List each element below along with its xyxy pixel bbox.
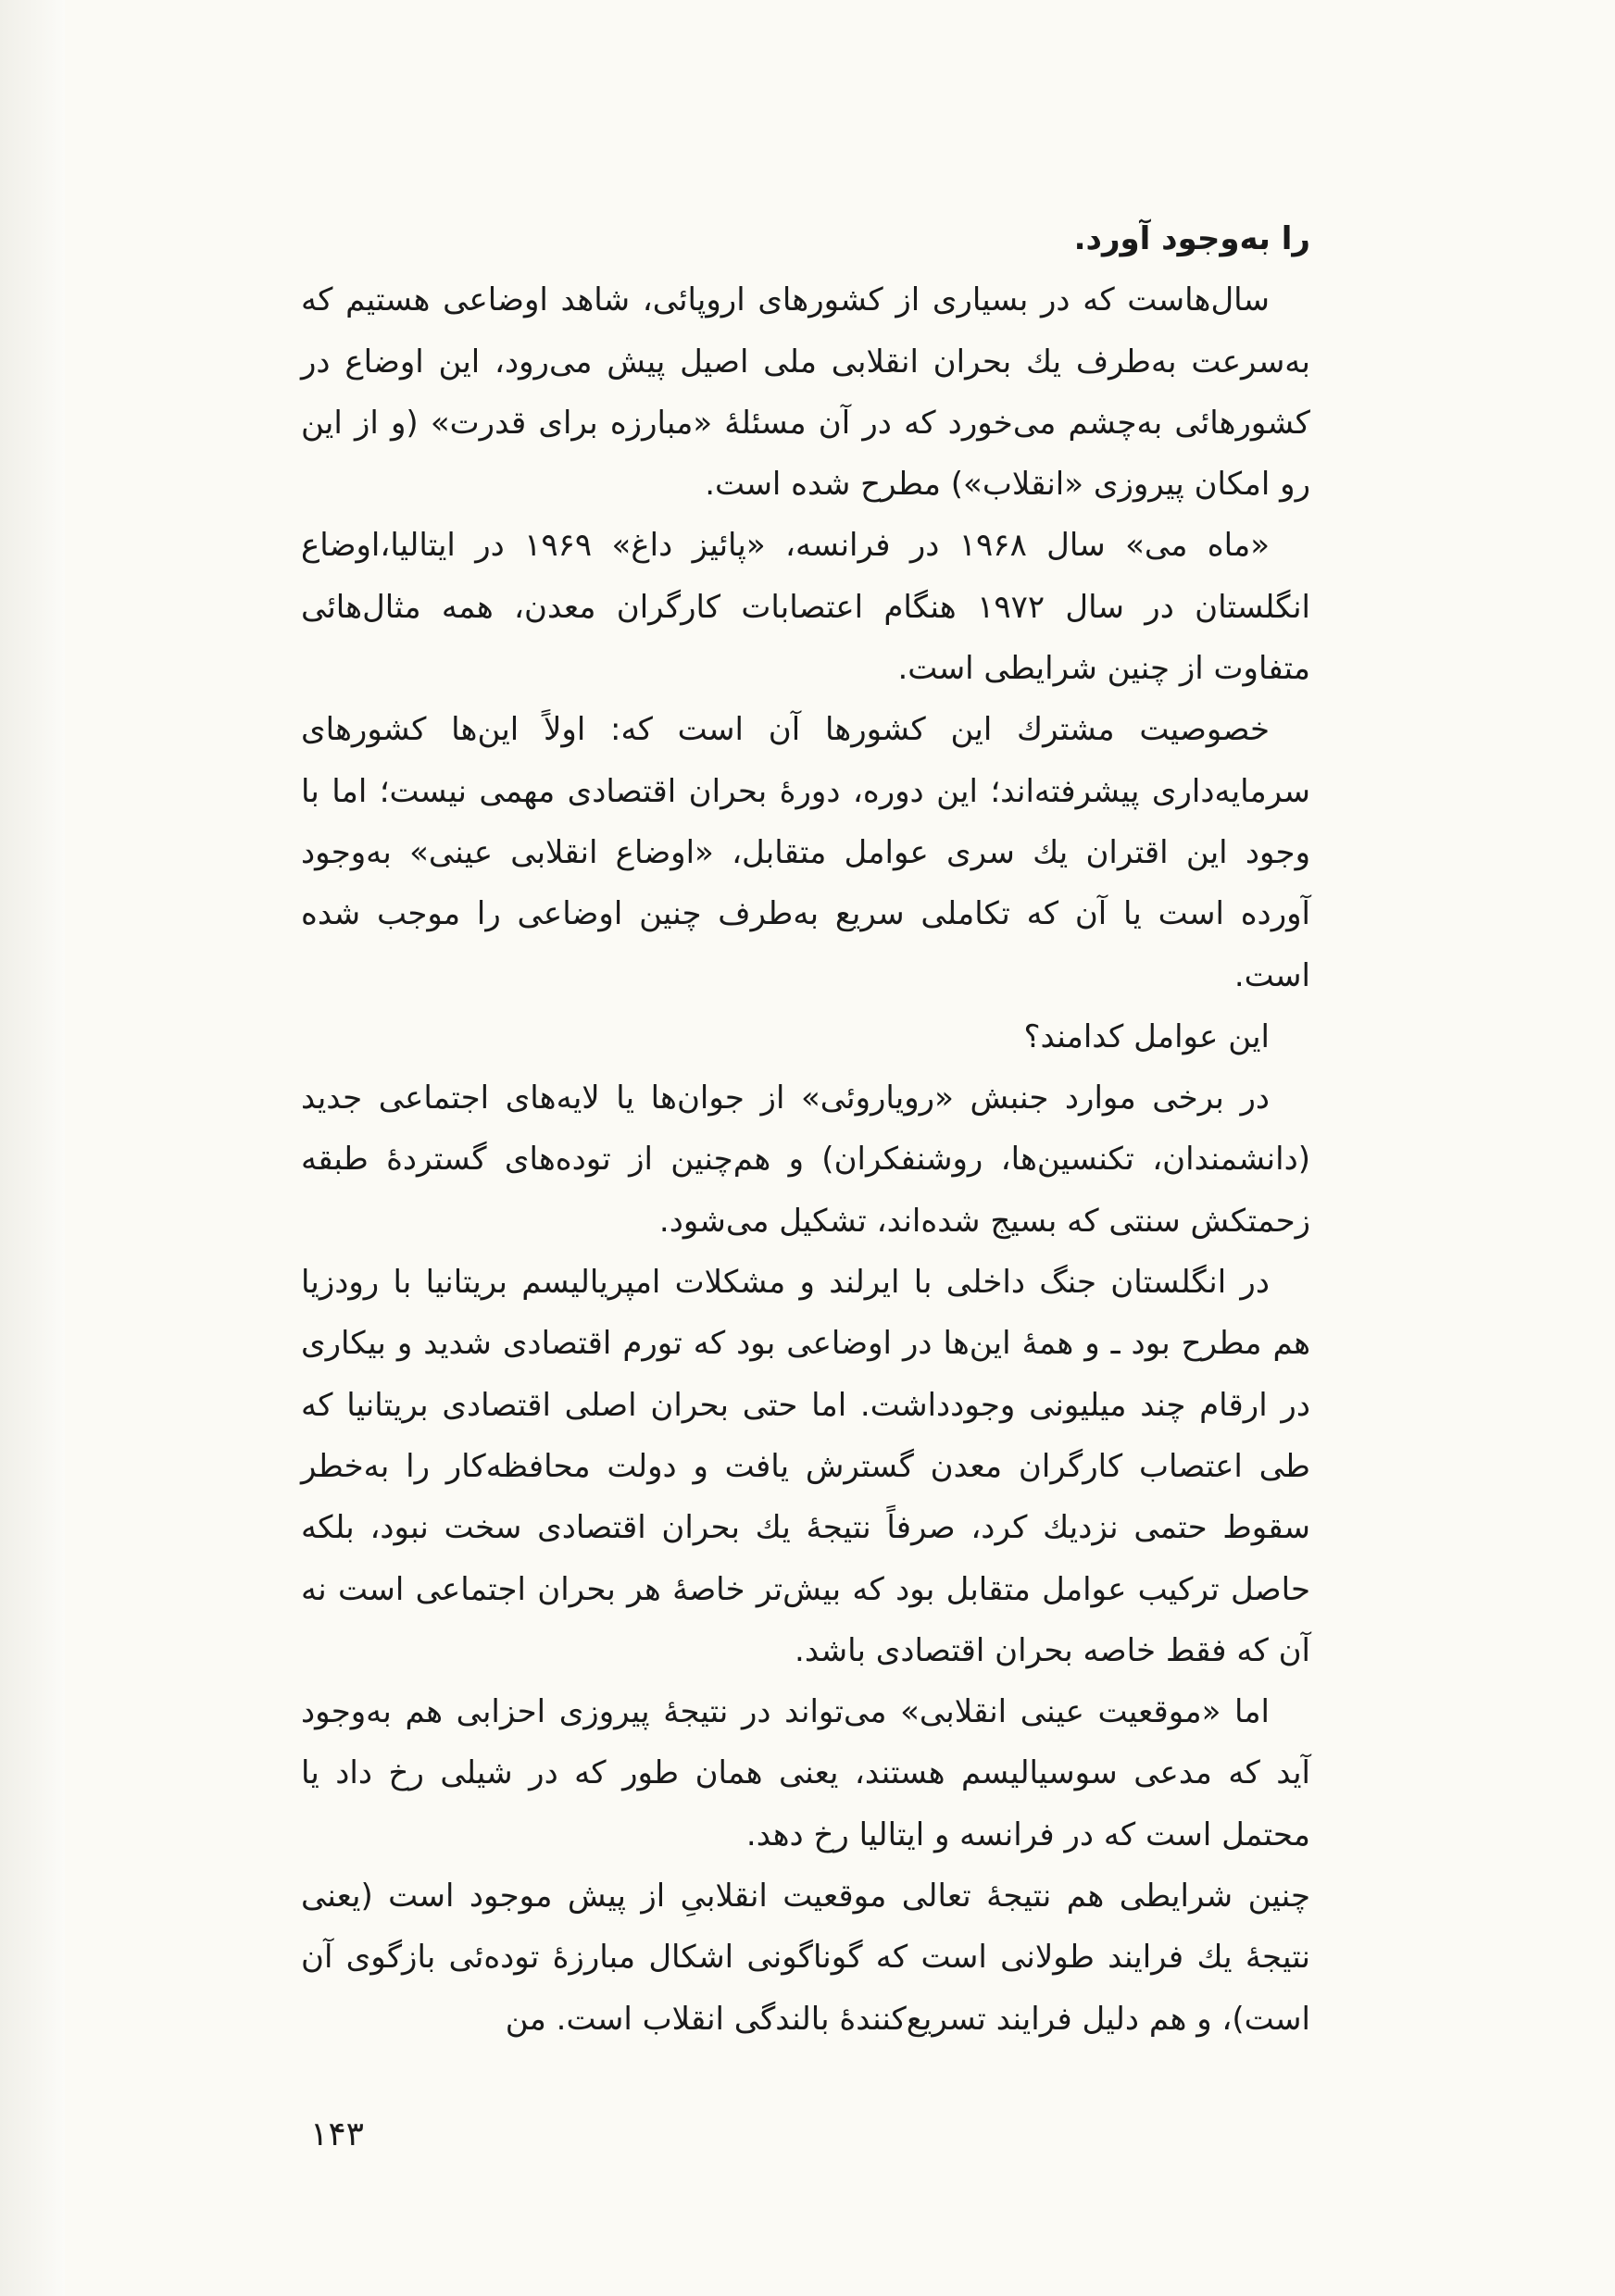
paragraph-question: این عوامل کدامند؟ [1023,1017,1270,1055]
paragraph-continuation: را به‌وجود آورد. [1073,220,1310,257]
paragraph: اما «موقعیت عینی انقلابی» می‌تواند در نتیجهٔ پیروزی احزابی هم به‌وجود آید که مدعی سوسیالیسم هستند، یعنی همان طور که در شیلی رخ داد یا محتمل است که در فرانسه و ایتالیا رخ دهد. [301,1693,1310,1853]
page-number: ۱۴۳ [310,2115,365,2153]
paragraph: در برخی موارد جنبش «رویاروئی» از جوان‌ها یا لایه‌های اجتماعی جدید (دانشمندان، تکنسین‌ها، روشنفکران) و هم‌چنین از توده‌های گستردهٔ طبقه زحمتکش سنتی که بسیج شده‌اند، تشکیل می‌شود. [301,1079,1310,1240]
paragraph: در انگلستان جنگ داخلی با ایرلند و مشکلات امپریالیسم بریتانیا با رودزیا هم مطرح بود ـ و همهٔ این‌ها در اوضاعی بود که تورم اقتصادی شدید و بیکاری در ارقام چند میلیونی وجودداشت. اما حتی بحران اصلی اقتصادی بریتانیا که طی اعتصاب کارگران معدن گسترش یافت و دولت محافظه‌کار را به‌خطر سقوط حتمی نزدیك کرد، صرفاً نتیجهٔ یك بحران اقتصادی سخت نبود، بلکه حاصل ترکیب عوامل متقابل بود که بیش‌تر خاصهٔ هر بحران اجتماعی است نه آن که فقط خاصه بحران اقتصادی باشد. [301,1264,1310,1669]
paragraph: «ماه می» سال ۱۹۶۸ در فرانسه، «پائیز داغ» ۱۹۶۹ در ایتالیا،اوضاع انگلستان در سال ۱۹۷۲ هنگام اعتصابات کارگران معدن، همه مثال‌هائی متفاوت از چنین شرایطی است. [301,527,1310,688]
body-text [301,208,1310,2050]
paragraph: چنین شرایطی هم نتیجهٔ تعالی موقعیت انقلابیِ از پیش موجود است (یعنی نتیجهٔ یك فرایند طولانی است که گوناگونی اشکال مبارزهٔ توده‌ئی بازگوی آن است)، و هم دلیل فرایند تسریع‌کنندهٔ بالندگی انقلاب است. من [301,1878,1310,2038]
paragraph: خصوصیت مشترك این کشورها آن است که: اولاً این‌ها کشورهای سرمایه‌داری پیشرفته‌اند؛ این دوره، دورهٔ بحران اقتصادی مهمی نیست؛ اما با وجود این اقتران یك سری عوامل متقابل، «اوضاع انقلابی عینی» به‌وجود آورده است یا آن که تکاملی سریع به‌طرف چنین اوضاعی را موجب شده است. [301,711,1310,994]
scan-edge [0,0,65,2296]
paragraph: سال‌هاست که در بسیاری از کشورهای اروپائی، شاهد اوضاعی هستیم که به‌سرعت به‌طرف یك بحران انقلابی ملی اصیل پیش می‌رود، این اوضاع در کشورهائی به‌چشم می‌خورد که در آن مسئلهٔ «مبارزه برای قدرت» (و از این رو امکان پیروزی «انقلاب») مطرح شده است. [301,281,1310,504]
